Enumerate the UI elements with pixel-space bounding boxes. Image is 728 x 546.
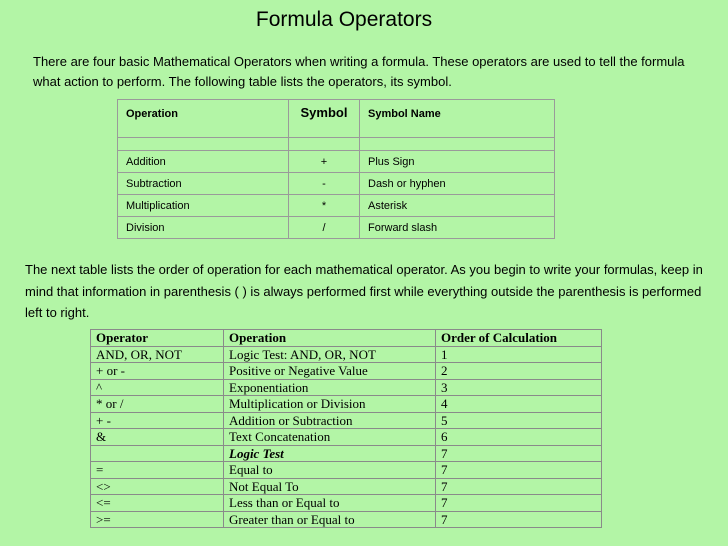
cell-symbol-name: Asterisk bbox=[360, 195, 555, 217]
cell-order: 7 bbox=[436, 462, 602, 479]
cell-operation: Subtraction bbox=[118, 173, 289, 195]
cell-order: 5 bbox=[436, 412, 602, 429]
table-row bbox=[118, 217, 555, 239]
table-row bbox=[91, 412, 602, 429]
intro-paragraph: There are four basic Mathematical Operators when writing a formula. These operators are used to tell the formula what action to perform. The following table lists the operators, its symbol. bbox=[33, 54, 685, 89]
table-row bbox=[118, 173, 555, 195]
cell-operation: Multiplication or Division bbox=[224, 396, 436, 413]
cell-operation: Division bbox=[118, 217, 289, 239]
cell-symbol-name: Plus Sign bbox=[360, 151, 555, 173]
cell-operator: * or / bbox=[91, 396, 224, 413]
cell-order: 2 bbox=[436, 363, 602, 380]
table-header-row bbox=[91, 330, 602, 347]
cell-order: 7 bbox=[436, 478, 602, 495]
table-row bbox=[91, 478, 602, 495]
header-operation: Operation bbox=[118, 100, 289, 138]
table-row bbox=[118, 195, 555, 217]
operators-table bbox=[117, 99, 555, 239]
cell-symbol: - bbox=[289, 173, 360, 195]
cell-symbol-name: Forward slash bbox=[360, 217, 555, 239]
cell-order: 7 bbox=[436, 495, 602, 512]
cell-operation: Less than or Equal to bbox=[224, 495, 436, 512]
cell-operation: Addition bbox=[118, 151, 289, 173]
cell-operator: & bbox=[91, 429, 224, 446]
cell-operator: + - bbox=[91, 412, 224, 429]
table-row bbox=[91, 511, 602, 528]
cell-order: 4 bbox=[436, 396, 602, 413]
page-title: Formula Operators bbox=[255, 8, 433, 31]
spacer-row bbox=[118, 138, 555, 151]
cell-operator bbox=[91, 445, 224, 462]
header-order: Order of Calculation bbox=[436, 330, 602, 347]
table-row bbox=[91, 363, 602, 380]
table-row bbox=[118, 151, 555, 173]
cell-operation: Greater than or Equal to bbox=[224, 511, 436, 528]
cell-operation: Text Concatenation bbox=[224, 429, 436, 446]
cell-operator: = bbox=[91, 462, 224, 479]
cell-operator: AND, OR, NOT bbox=[91, 346, 224, 363]
cell-operation: Exponentiation bbox=[224, 379, 436, 396]
order-of-operation-table bbox=[90, 329, 602, 528]
cell-operator: + or - bbox=[91, 363, 224, 380]
cell-symbol-name: Dash or hyphen bbox=[360, 173, 555, 195]
cell-operation: Not Equal To bbox=[224, 478, 436, 495]
table-row bbox=[91, 346, 602, 363]
cell-order: 1 bbox=[436, 346, 602, 363]
cell-symbol: * bbox=[289, 195, 360, 217]
table-row bbox=[91, 429, 602, 446]
cell-symbol: / bbox=[289, 217, 360, 239]
cell-operation: Positive or Negative Value bbox=[224, 363, 436, 380]
table-header-row bbox=[118, 100, 555, 138]
order-paragraph: The next table lists the order of operation for each mathematical operator. As you begin to write your formulas, keep in mind that information in parenthesis ( ) is always performed first while everything outside the parenthesis is performed left to right. bbox=[25, 262, 703, 320]
cell-operation: Addition or Subtraction bbox=[224, 412, 436, 429]
header-operator: Operator bbox=[91, 330, 224, 347]
cell-order: 3 bbox=[436, 379, 602, 396]
header-symbol: Symbol bbox=[289, 100, 360, 138]
cell-order: 6 bbox=[436, 429, 602, 446]
table-row bbox=[91, 462, 602, 479]
cell-operator: ^ bbox=[91, 379, 224, 396]
cell-operation: Equal to bbox=[224, 462, 436, 479]
cell-operator: <> bbox=[91, 478, 224, 495]
cell-operation: Logic Test bbox=[224, 445, 436, 462]
table-row bbox=[91, 379, 602, 396]
table-row bbox=[91, 396, 602, 413]
cell-operator: >= bbox=[91, 511, 224, 528]
header-operation: Operation bbox=[224, 330, 436, 347]
table-row bbox=[91, 495, 602, 512]
cell-operator: <= bbox=[91, 495, 224, 512]
table-row bbox=[91, 445, 602, 462]
cell-operation: Logic Test: AND, OR, NOT bbox=[224, 346, 436, 363]
cell-operation: Multiplication bbox=[118, 195, 289, 217]
cell-order: 7 bbox=[436, 511, 602, 528]
header-symbol-name: Symbol Name bbox=[360, 100, 555, 138]
cell-symbol: + bbox=[289, 151, 360, 173]
cell-order: 7 bbox=[436, 445, 602, 462]
